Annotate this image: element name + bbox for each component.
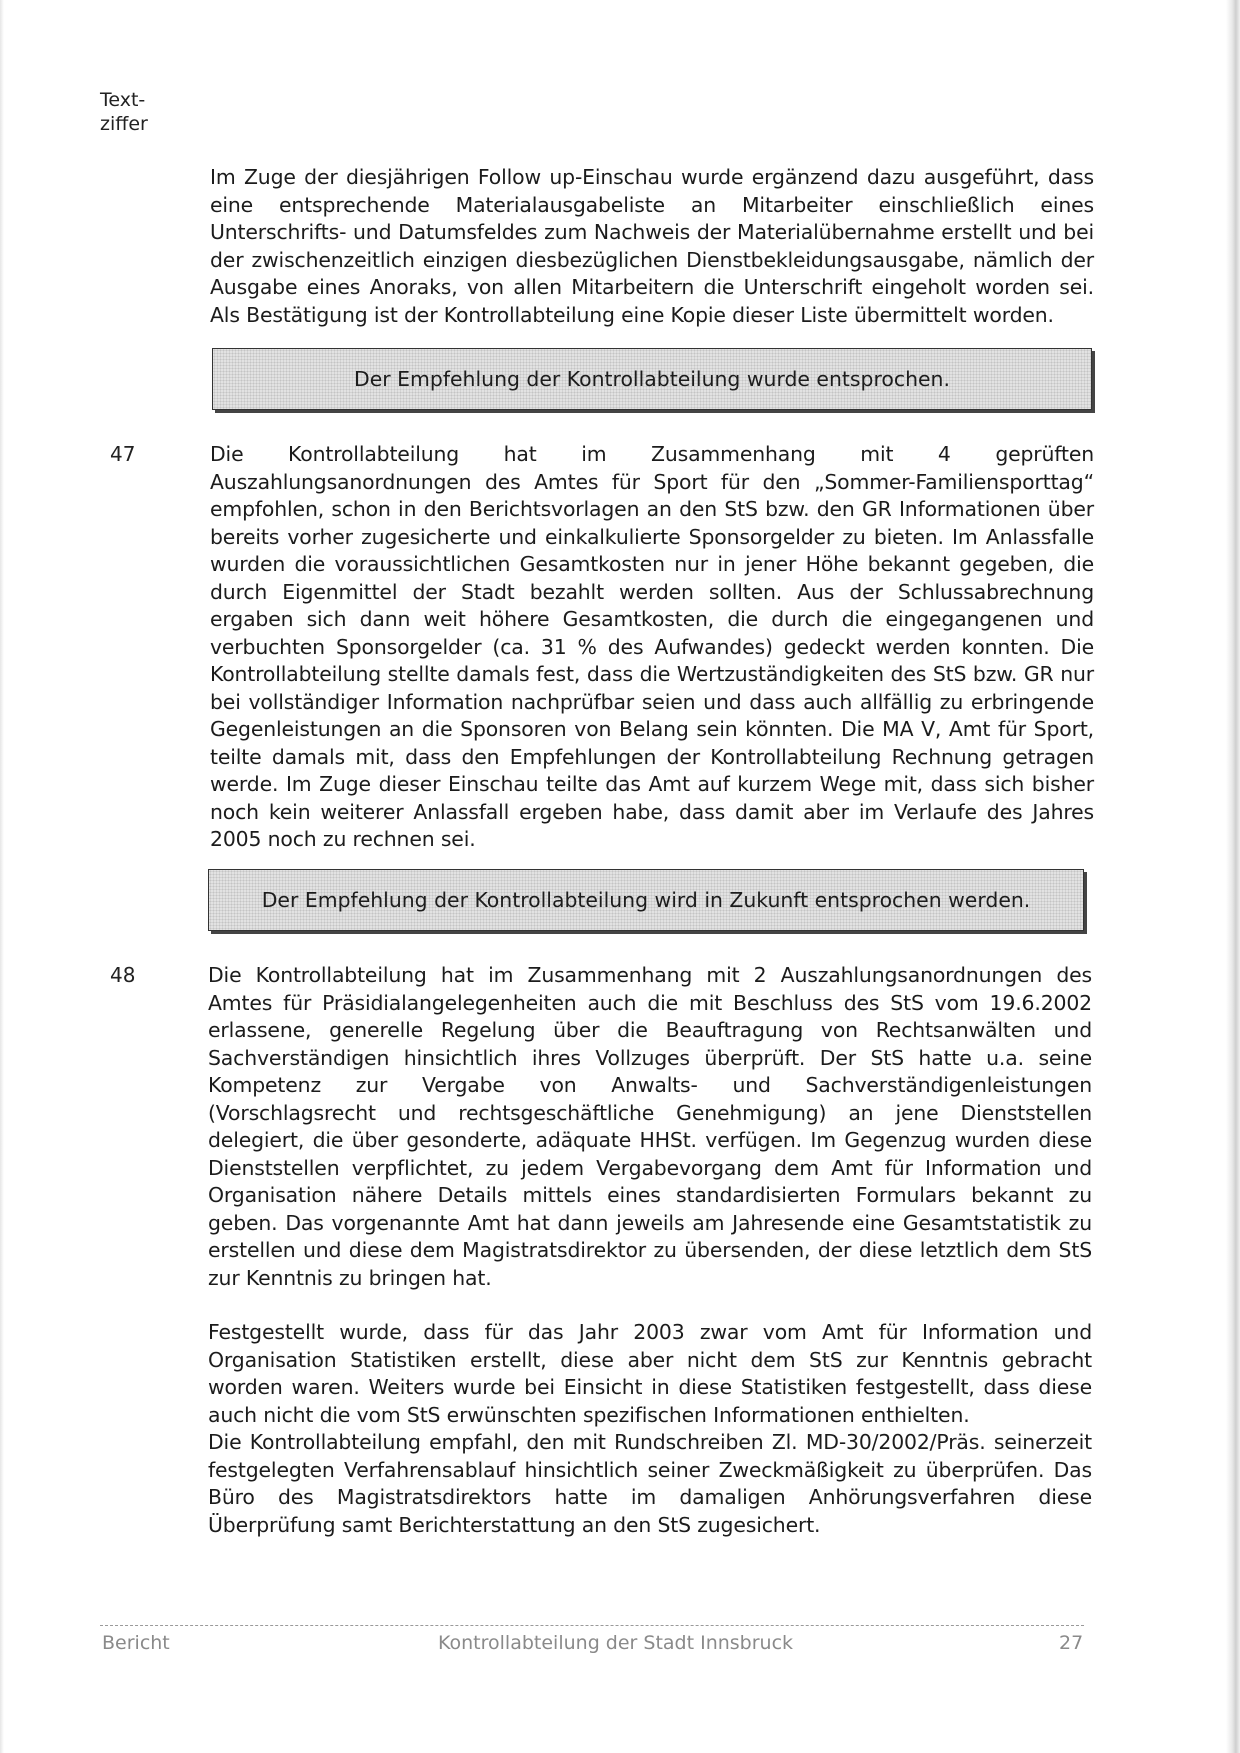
continuation-paragraph [210,164,1094,329]
paragraph-48 [208,962,1092,1539]
recommendation-notice [212,348,1092,410]
notice-text: Der Empfehlung der Kontrollabteilung wird in Zukunft entsprochen werden. [261,888,1031,912]
paragraph-text: Festgestellt wurde, dass für das Jahr 2003 zwar vom Amt für Information und Organisation Statistiken erstellt, diese aber nicht dem StS zur Kenntnis gebracht worden waren. Weiters wurde bei Einsicht in diese Statistiken festgestellt, dass diese auch nicht die vom StS erwünschten spezifischen Informationen enthielten. [208,1320,1092,1427]
paragraph-text: Die Kontrollabteilung hat im Zusammenhang mit 4 geprüften Auszahlungsanordnungen des Amtes für Sport für den „Sommer-Familiensporttag“ empfohlen, schon in den Berichtsvorlagen an den StS bzw. den GR Informationen über bereits vorher zugesicherte und einkalkulierte Sponsorgelder zu bieten. Im Anlassfalle wurden die voraussichtlichen Gesamtkosten nur in jener Höhe bekannt gegeben, die durch Eigenmittel der Stadt bezahlt werden sollten. Aus der Schlussabrechnung ergaben sich dann weit höhere Gesamtkosten, die durch die eingegangenen und verbuchten Sponsorgelder (ca. 31 % des Aufwandes) gedeckt werden konnten. Die Kontrollabteilung stellte damals fest, dass die Wertzuständigkeiten des StS bzw. GR nur bei vollständiger Information nachprüfbar seien und dass auch allfällig zu erbringende Gegenleistungen an die Sponsoren von Belang sein könnten. Die MA V, Amt für Sport, teilte damals mit, dass den Empfehlungen der Kontrollabteilung Rechnung getragen werde. Im Zuge dieser Einschau teilte das Amt auf kurzem Wege mit, dass sich bisher noch kein weiterer Anlassfall ergeben habe, dass damit aber im Verlaufe des Jahres 2005 noch zu rechnen sei. [210,442,1094,851]
paragraph-text: Die Kontrollabteilung empfahl, den mit Rundschreiben Zl. MD-30/2002/Präs. seinerzeit festgelegten Verfahrensablauf hinsichtlich seiner Zweckmäßigkeit zu überprüfen. Das Büro des Magistratsdirektors hatte im damaligen Anhörungsverfahren diese Überprüfung samt Berichterstattung an den StS zugesichert. [208,1430,1092,1537]
paragraph-number-48: 48 [110,963,136,987]
footer-organization: Kontrollabteilung der Stadt Innsbruck [438,1632,794,1654]
margin-heading [100,88,180,136]
recommendation-notice [208,869,1084,931]
paragraph-text: Im Zuge der diesjährigen Follow up-Einschau wurde ergänzend dazu ausgeführt, dass eine entsprechende Materialausgabeliste an Mitarbeiter einschließlich eines Unterschrifts- und Datumsfeldes zum Nachweis der Materialübernahme erstellt und bei der zwischenzeitlich einzigen diesbezüglichen Dienstbekleidungsausgabe, nämlich der Ausgabe eines Anoraks, von allen Mitarbeitern die Unterschrift eingeholt worden sei. Als Bestätigung ist der Kontrollabteilung eine Kopie dieser Liste übermittelt worden. [210,165,1094,327]
margin-heading-line2: ziffer [100,113,148,135]
footer-rule [100,1625,1084,1626]
margin-heading-line1: Text- [100,89,146,111]
paragraph-number-47: 47 [110,442,136,466]
notice-text: Der Empfehlung der Kontrollabteilung wurde entsprochen. [354,367,950,391]
footer-report-label: Bericht [102,1632,170,1654]
scan-edge-right [1226,0,1240,1753]
page-number: 27 [1059,1632,1084,1654]
scan-edge-left [0,0,4,1753]
paragraph-47 [210,441,1094,854]
paragraph-text: Die Kontrollabteilung hat im Zusammenhang mit 2 Auszahlungsanordnungen des Amtes für Präsidialangelegenheiten auch die mit Beschluss des StS vom 19.6.2002 erlassene, generelle Regelung über die Beauftragung von Rechtsanwälten und Sachverständigen hinsichtlich ihres Vollzuges überprüft. Der StS hatte u.a. seine Kompetenz zur Vergabe von Anwalts- und Sachverständigenleistungen (Vorschlagsrecht und rechtsgeschäftliche Genehmigung) an jene Dienststellen delegiert, die über gesonderte, adäquate HHSt. verfügen. Im Gegenzug wurden diese Dienststellen verpflichtet, zu jedem Vergabevorgang dem Amt für Information und Organisation nähere Details mittels eines standardisierten Formulars bekannt zu geben. Das vorgenannte Amt hat dann jeweils am Jahresende eine Gesamtstatistik zu erstellen und diese dem Magistratsdirektor zu übersenden, der diese letztlich dem StS zur Kenntnis zu bringen hat. [208,963,1092,1290]
